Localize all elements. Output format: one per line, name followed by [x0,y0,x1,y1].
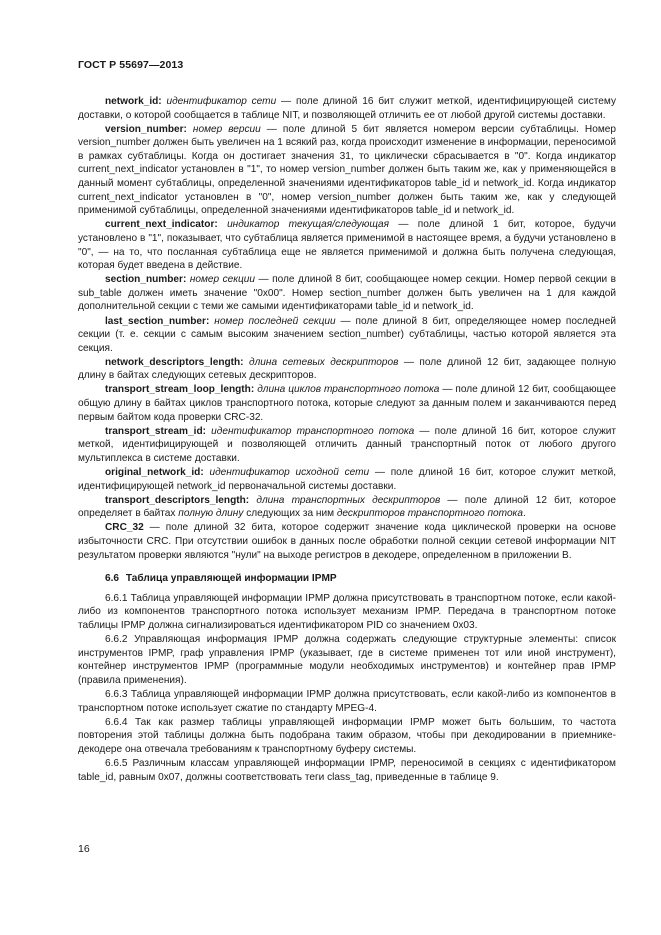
field-term: CRC_32 [105,522,144,534]
clause-paragraph: 6.6.2 Управляющая информация IPMP должна содержать следующие структурные элементы: список инструментов IPMP, граф управления IPMP (указывает, где в системе применен тот или иной инструмент), контейнер инструментов IPMP (программные модули необходимых инструментов) и контейнер прав IPMP (правила применения). [78,634,616,686]
clause-paragraph: 6.6.5 Различным классам управляющей информации IPMP, переносимой в секциях с идентификатором table_id, равным 0x07, должны соответствовать теги class_tag, приведенные в таблице 9. [78,757,616,783]
field-definition: длина сетевых дескрипторов [249,356,399,368]
field-definition: длина циклов транспортного потока [257,384,440,396]
field-description: — поле длиной 32 бита, которое содержит значение кода циклической проверки на основе избыточности CRC. При отсутствии ошибок в данных после обработки полной секции сетевой информации NIT результатом проверки являются "нули" на выходе регистров в декодере, определенном в приложении В. [78,522,616,561]
field-term: network_descriptors_length: [105,356,244,368]
field-term: version_number: [105,123,187,135]
field-definition: номер секции [189,274,256,286]
definition-paragraph [78,383,616,424]
field-description-emphasis: дескрипторов транспортного потока [336,508,523,520]
field-description: — поле длиной 8 бит, определяющее номер последней секции (т. е. секции с самым высоким значением section_number) субтаблицы, частью которой является эта секция. [78,315,617,354]
field-term: section_number: [105,274,187,286]
field-description: — поле длиной 12 бит, которое определяет в байтах [78,494,616,520]
field-term: transport_descriptors_length: [105,494,250,506]
field-description: — поле длиной 5 бит является номером версии субтаблицы. Номер version_number должен быть увеличен на 1 всякий раз, когда происходит изменение в информации, переносимой в рамках субтаблицы. Когда он достигает значения 31, то циклически сбрасывается в "0". Когда индикатор current_next_indicator установлен в "1", то номер version_number должен быть таким же, как у применяющейся в данный момент субтаблицы, определенной значениями идентификаторов table_id и network_id. Когда индикатор current_next_indicator установлен в "0", номер version_number должен быть таким же, как у следующей применимой субтаблицы, определенной значениями идентификаторов table_id и network_id. [78,123,616,217]
field-definition: номер последней секции [214,315,336,327]
definition-paragraph [78,521,616,562]
field-definition: номер версии [192,123,261,135]
field-term: original_network_id: [105,467,204,479]
field-description: следующих за ним [243,508,337,520]
definition-paragraph [78,466,616,493]
definition-paragraph [78,273,616,314]
field-term: transport_stream_id: [105,425,206,437]
field-term: transport_stream_loop_length: [105,384,255,396]
document-body [78,95,616,785]
document-header: ГОСТ Р 55697—2013 [78,59,184,71]
section-heading [78,572,616,586]
field-term: network_id: [105,96,162,107]
field-term: current_next_indicator: [105,219,218,231]
field-term: last_section_number: [105,315,210,327]
field-definition: индикатор текущая/следующая [227,219,390,231]
field-description: . [522,508,526,520]
clause-paragraph: 6.6.3 Таблица управляющей информации IPMP должна присутствовать, если какой-либо из компонентов в транспортном потоке использует сжатие по стандарту MPEG-4. [78,688,616,714]
definition-paragraph [78,425,616,466]
field-definition: идентификатор транспортного потока [211,425,415,437]
page-number: 16 [78,843,90,855]
definition-paragraph [78,95,616,122]
section-number: 6.6 [105,573,120,585]
field-definition: длина транспортных дескрипторов [256,494,441,506]
field-definition: идентификатор сети [166,96,277,107]
definition-paragraph [78,494,616,521]
section-title: Таблица управляющей информации IPMP [125,573,337,585]
definition-paragraph [78,315,616,356]
field-description: — поле длиной 12 бит, сообщающее общую длину в байтах циклов транспортного потока, которые следуют за данным полем и заканчиваются перед первым байтом кода проверки CRC-32. [78,384,617,423]
definition-paragraph [78,356,616,383]
definition-paragraph [78,123,616,218]
field-description: — поле длиной 16 бит, которое служит меткой, идентифицирующей network_id первоначальной системы доставки. [78,467,617,492]
field-definition: идентификатор исходной сети [209,467,370,479]
field-description: — поле длиной 8 бит, сообщающее номер секции. Номер первой секции в sub_table должен иметь значение "0x00". Номер section_number должен быть увеличен на 1 для каждой дополнительной секции с теми же самыми идентификаторами table_id и network_id. [78,274,616,313]
field-description: — поле длиной 12 бит, задающее полную длину в байтах следующих сетевых дескрипторов. [78,356,616,382]
field-description: — поле длиной 1 бит, которое, будучи установлено в "1", показывает, что субтаблица является применимой в настоящее время, а будучи установлено в "0", — на то, что посланная субтаблица еще не является применимой и должна быть получена следующая, которая будет введена в действие. [78,219,616,272]
field-description: — поле длиной 16 бит служит меткой, идентифицирующей систему доставки, о которой сообщается в таблице NIT, и позволяющей отличить ее от любой другой системы доставки. [78,96,616,121]
clause-paragraph: 6.6.4 Так как размер таблицы управляющей информации IPMP может быть большим, то частота повторения этой таблицы должна быть подобрана таким образом, чтобы при декодировании в приемнике-декодере она отвечала требованиям к транспортному буферу системы. [78,716,616,755]
definition-paragraph [78,218,616,272]
field-description-emphasis: полную длину [178,508,244,520]
field-description: — поле длиной 16 бит, которое служит меткой, идентифицирующей и позволяющей отличить данный транспортный поток от любого другого мультиплекса в системе доставки. [78,425,617,464]
clause-paragraph: 6.6.1 Таблица управляющей информации IPMP должна присутствовать в транспортном потоке, если какой-либо из компонентов транспортного потока использует механизм IPMP. Передача в транспортном потоке таблицы IPMP должна сигнализироваться идентификатором PID со значением 0x03. [78,592,616,631]
